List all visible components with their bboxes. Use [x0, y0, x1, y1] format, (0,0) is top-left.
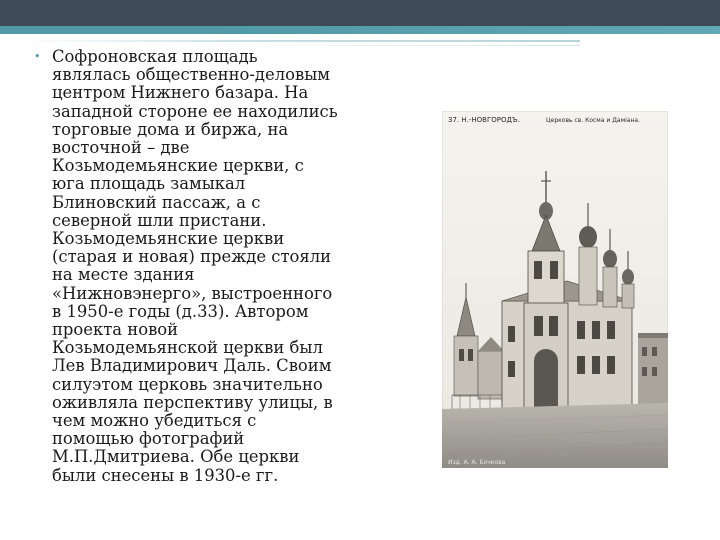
top-bar	[0, 0, 720, 26]
text-line: оживляла перспективу улицы, в	[52, 392, 333, 412]
bullet-paragraph	[34, 47, 392, 485]
text-line: в 1950-е годы (д.33). Автором	[52, 301, 309, 321]
text-line: силуэтом церковь значительно	[52, 374, 323, 394]
text-line: чем можно убедиться с	[52, 411, 257, 431]
text-line: Блиновский пассаж, а с	[52, 192, 261, 212]
top-accent-stripe	[0, 26, 720, 34]
text-line: были снесены в 1930-е гг.	[52, 465, 279, 485]
bullet-icon: •	[34, 50, 41, 63]
text-line: «Нижновэнерго», выстроенного	[52, 283, 333, 303]
text-line: М.П.Дмитриева. Обе церкви	[52, 447, 300, 467]
text-line: восточной – две	[52, 138, 190, 158]
text-line: торговые дома и биржа, на	[52, 119, 289, 139]
text-line: западной стороне ее находились	[52, 101, 338, 121]
text-line: помощью фотографий	[52, 429, 245, 449]
text-line: проекта новой	[52, 320, 179, 340]
decorative-rule	[20, 40, 580, 42]
text-line: центром Нижнего базара. На	[52, 83, 309, 103]
text-line: Лев Владимирович Даль. Своим	[52, 356, 332, 376]
text-line: северной шли пристани.	[52, 210, 267, 230]
text-line: Софроновская площадь	[52, 47, 258, 66]
photo-caption-left: 37. Н.-НОВГОРОДЪ.	[448, 116, 520, 124]
text-line: являлась общественно-деловым	[52, 65, 331, 85]
text-line: на месте здания	[52, 265, 195, 285]
text-line: (старая и новая) прежде стояли	[52, 247, 332, 267]
text-line: Козьмодемьянской церкви был	[52, 338, 323, 358]
text-line: Козьмодемьянские церкви, с	[52, 156, 304, 176]
decorative-rule-thin	[200, 45, 580, 46]
photo-publisher: Изд. А. А. Бочкова	[448, 459, 506, 466]
text-line: юга площадь замыкал	[52, 174, 246, 194]
church-photo	[442, 111, 668, 468]
photo-caption-right: Церковь св. Косма и Даміана.	[546, 117, 640, 124]
church-photo-illustration	[442, 111, 668, 468]
text-line: Козьмодемьянские церкви	[52, 229, 285, 249]
